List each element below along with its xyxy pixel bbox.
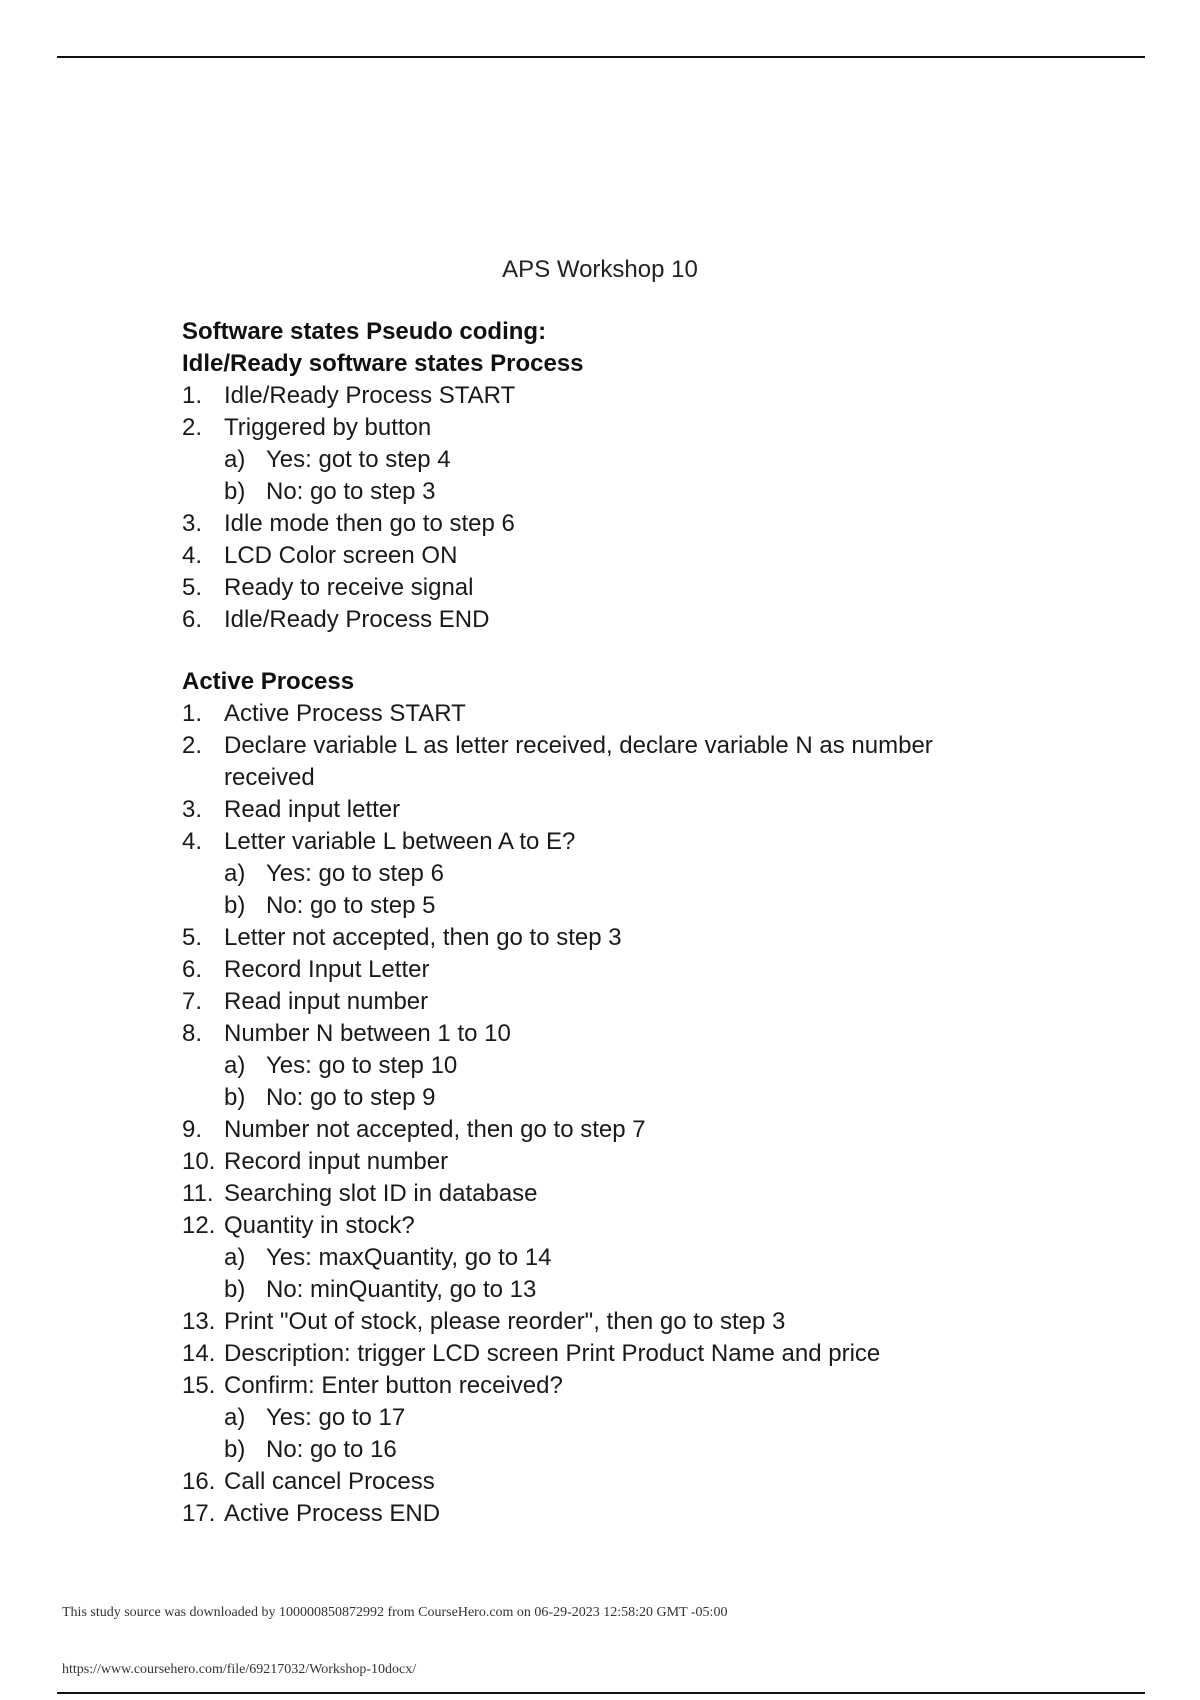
sub-list-item: b) No: go to step 9 bbox=[224, 1084, 436, 1111]
pseudo-coding-heading: Software states Pseudo coding: bbox=[182, 318, 547, 345]
list-item: 5. Ready to receive signal bbox=[182, 574, 474, 601]
list-item: 16. Call cancel Process bbox=[182, 1468, 435, 1495]
list-item: 10. Record input number bbox=[182, 1148, 449, 1175]
list-item: 17. Active Process END bbox=[182, 1500, 441, 1527]
source-url[interactable]: https://www.coursehero.com/file/69217032/Workshop-10docx/ bbox=[62, 1662, 417, 1677]
list-item: 3. Idle mode then go to step 6 bbox=[182, 510, 515, 537]
list-item: 8. Number N between 1 to 10 bbox=[182, 1020, 511, 1047]
top-rule bbox=[57, 56, 1145, 58]
list-item: 14. Description: trigger LCD screen Print Product Name and price bbox=[182, 1340, 881, 1367]
active-process-heading: Active Process bbox=[182, 668, 355, 695]
list-item: 4. Letter variable L between A to E? bbox=[182, 828, 576, 855]
list-item: 12. Quantity in stock? bbox=[182, 1212, 415, 1239]
idle-ready-heading: Idle/Ready software states Process bbox=[182, 350, 584, 377]
list-item: 9. Number not accepted, then go to step 7 bbox=[182, 1116, 646, 1143]
sub-list-item: b) No: go to step 3 bbox=[224, 478, 436, 505]
sub-list-item: a) Yes: got to step 4 bbox=[224, 446, 451, 473]
sub-list-item: b) No: go to 16 bbox=[224, 1436, 397, 1463]
list-item: 5. Letter not accepted, then go to step 3 bbox=[182, 924, 622, 951]
sub-list-item: a) Yes: maxQuantity, go to 14 bbox=[224, 1244, 552, 1271]
document-title: APS Workshop 10 bbox=[502, 256, 698, 283]
bottom-rule bbox=[57, 1692, 1145, 1694]
list-item-continuation: received bbox=[224, 764, 315, 791]
sub-list-item: a) Yes: go to step 6 bbox=[224, 860, 444, 887]
sub-list-item: b) No: minQuantity, go to 13 bbox=[224, 1276, 537, 1303]
list-item: 15. Confirm: Enter button received? bbox=[182, 1372, 563, 1399]
list-item: 1. Active Process START bbox=[182, 700, 466, 727]
list-item: 1. Idle/Ready Process START bbox=[182, 382, 516, 409]
sub-list-item: a) Yes: go to 17 bbox=[224, 1404, 406, 1431]
document-body bbox=[182, 316, 1002, 1530]
list-item: 13. Print "Out of stock, please reorder", then go to step 3 bbox=[182, 1308, 786, 1335]
list-item: 2. Triggered by button bbox=[182, 414, 432, 441]
list-item: 6. Idle/Ready Process END bbox=[182, 606, 490, 633]
sub-list-item: b) No: go to step 5 bbox=[224, 892, 436, 919]
list-item: 4. LCD Color screen ON bbox=[182, 542, 458, 569]
section-gap bbox=[182, 636, 1002, 666]
list-item: 11. Searching slot ID in database bbox=[182, 1180, 538, 1207]
list-item: 7. Read input number bbox=[182, 988, 429, 1015]
list-item: 2. Declare variable L as letter received, declare variable N as number bbox=[182, 732, 933, 759]
sub-list-item: a) Yes: go to step 10 bbox=[224, 1052, 458, 1079]
list-item: 3. Read input letter bbox=[182, 796, 401, 823]
list-item: 6. Record Input Letter bbox=[182, 956, 430, 983]
download-notice: This study source was downloaded by 100000850872992 from CourseHero.com on 06-29-2023 12:58:20 GMT -05:00 bbox=[62, 1605, 728, 1620]
